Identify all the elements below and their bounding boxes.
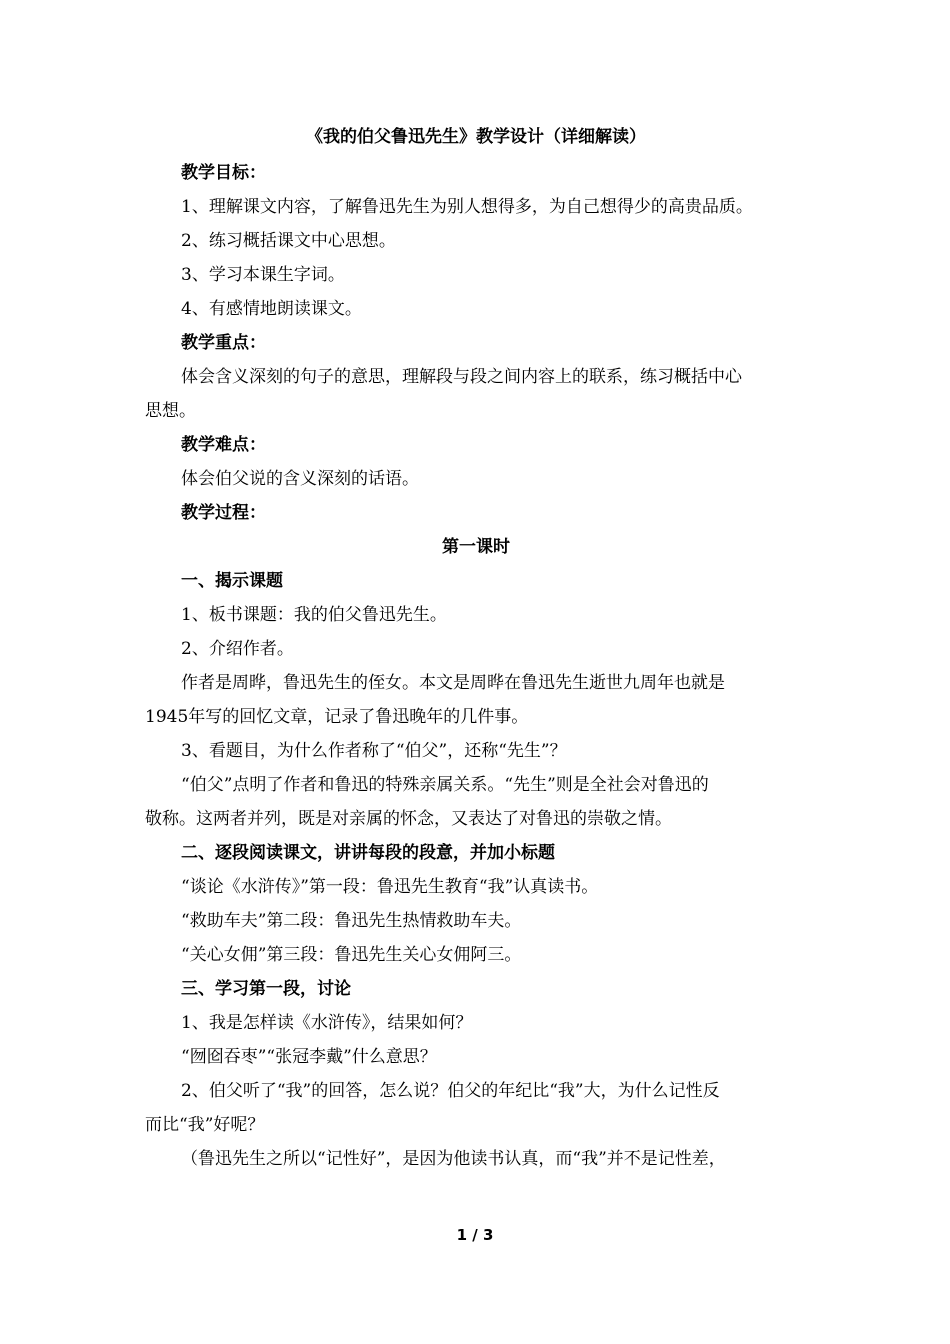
title-answer-text: “伯父”点明了作者和鲁迅的特殊亲属关系。“先生”则是全社会对鲁迅的 — [181, 775, 709, 795]
discussion-question-cont: 而比“我”好呢？ — [145, 1115, 265, 1135]
author-intro-text: 作者是周晔，鲁迅先生的侄女。本文是周晔在鲁迅先生逝世九周年也就是 — [181, 673, 725, 693]
discussion-note: （鲁迅先生之所以“记性好”，是因为他读书认真，而“我”并不是记性差， — [181, 1149, 726, 1169]
goals-heading: 教学目标： — [181, 163, 266, 183]
key-points-heading: 教学重点： — [181, 333, 266, 353]
lesson-title: 第一课时 — [442, 537, 510, 557]
goal-item: 3、学习本课生字词。 — [181, 265, 345, 285]
goal-item: 1、理解课文内容，了解鲁迅先生为别人想得多，为自己想得少的高贵品质。 — [181, 197, 753, 217]
author-intro-text-cont: 1945年写的回忆文章，记录了鲁迅晚年的几件事。 — [145, 707, 529, 727]
title-answer-text-cont: 敬称。这两者并列，既是对亲属的怀念，又表达了对鲁迅的崇敬之情。 — [145, 809, 672, 829]
section1-item: 2、介绍作者。 — [181, 639, 294, 659]
paragraph-summary: “关心女佣”第三段：鲁迅先生关心女佣阿三。 — [181, 945, 522, 965]
section1-heading: 一、揭示课题 — [181, 571, 283, 591]
key-points-text-cont: 思想。 — [145, 401, 196, 421]
discussion-question: 1、我是怎样读《水浒传》，结果如何？ — [181, 1013, 473, 1033]
goal-item: 4、有感情地朗读课文。 — [181, 299, 362, 319]
discussion-subquestion: “囫囵吞枣”“张冠李戴”什么意思？ — [181, 1047, 437, 1067]
process-heading: 教学过程： — [181, 503, 266, 523]
key-points-text: 体会含义深刻的句子的意思，理解段与段之间内容上的联系，练习概括中心 — [181, 367, 742, 387]
section3-heading: 三、学习第一段，讨论 — [181, 979, 351, 999]
goal-item: 2、练习概括课文中心思想。 — [181, 231, 396, 251]
section1-item: 3、看题目，为什么作者称了“伯父”，还称“先生”？ — [181, 741, 567, 761]
paragraph-summary: “救助车夫”第二段：鲁迅先生热情救助车夫。 — [181, 911, 522, 931]
section1-item: 1、板书课题：我的伯父鲁迅先生。 — [181, 605, 447, 625]
section2-heading: 二、逐段阅读课文，讲讲每段的段意，并加小标题 — [181, 843, 555, 863]
document-title: 《我的伯父鲁迅先生》教学设计（详细解读） — [306, 127, 646, 147]
page-number: 1 / 3 — [456, 1226, 494, 1244]
document-page — [145, 118, 807, 1176]
paragraph-summary: “谈论《水浒传》”第一段：鲁迅先生教育“我”认真读书。 — [181, 877, 599, 897]
discussion-question: 2、伯父听了“我”的回答，怎么说？伯父的年纪比“我”大，为什么记性反 — [181, 1081, 720, 1101]
difficulties-text: 体会伯父说的含义深刻的话语。 — [181, 469, 419, 489]
difficulties-heading: 教学难点： — [181, 435, 266, 455]
